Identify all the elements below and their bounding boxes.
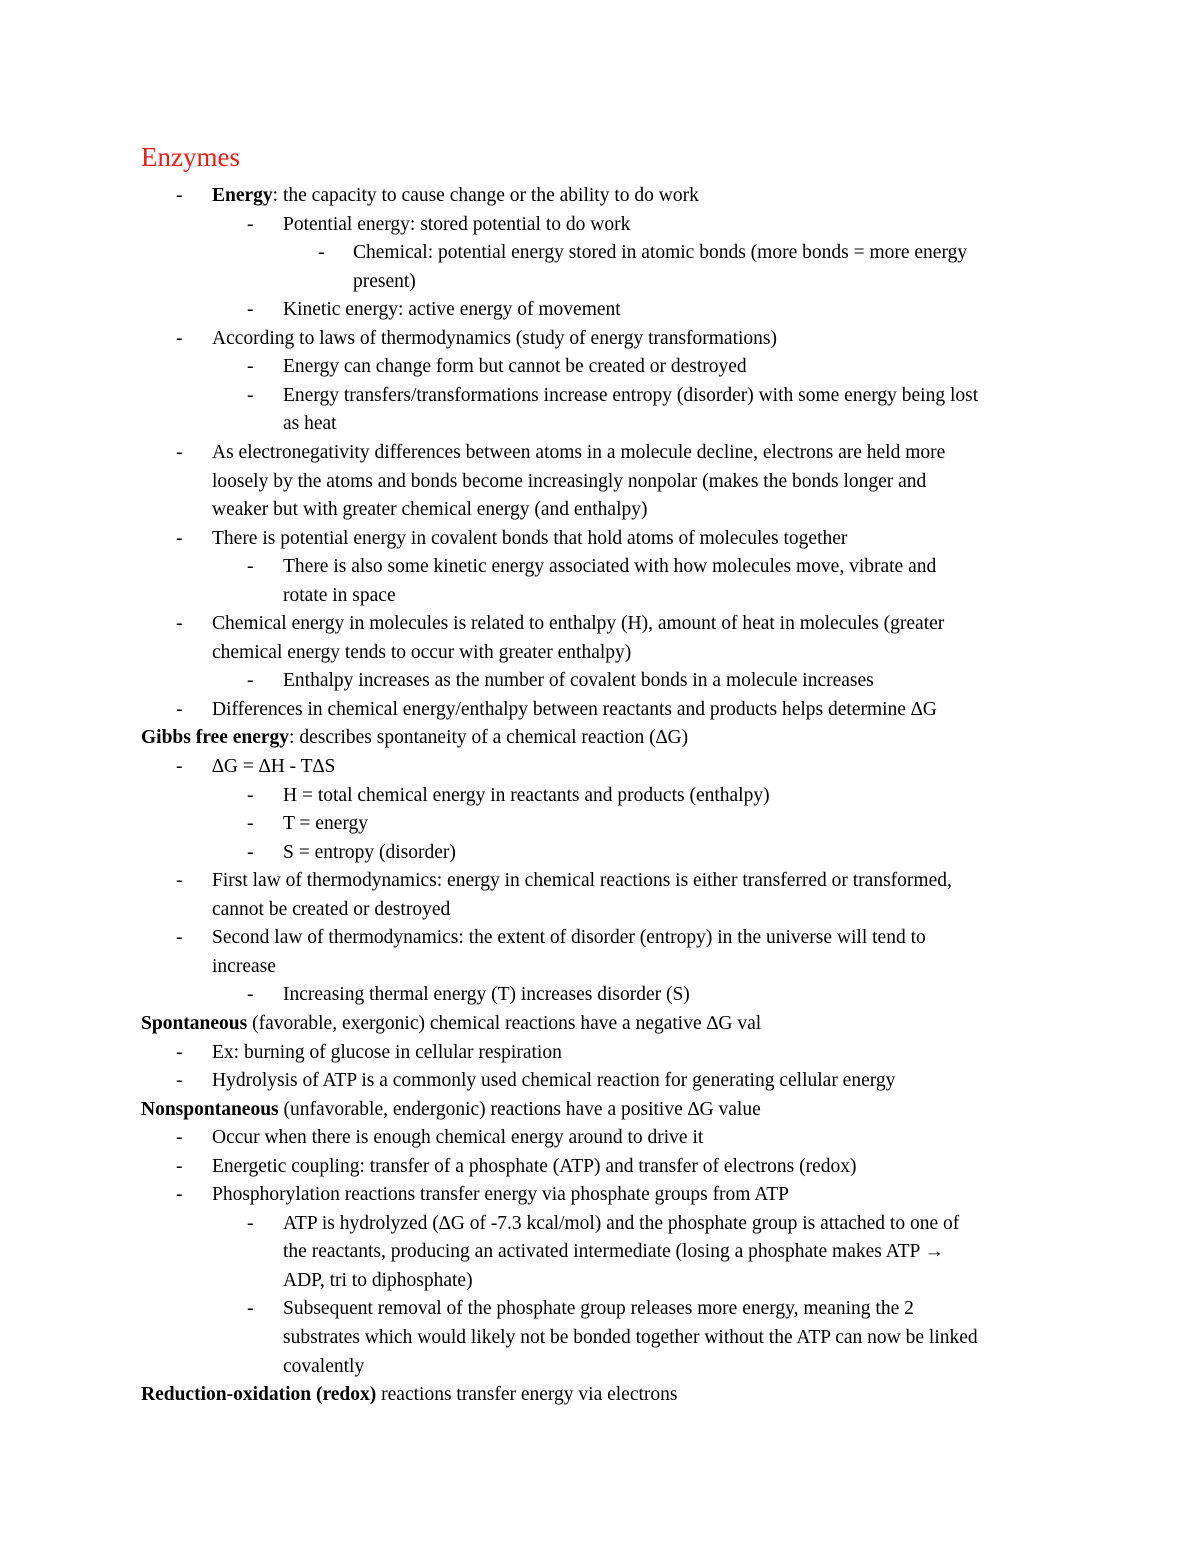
list-item: [212, 610, 944, 638]
list-item: [212, 696, 937, 724]
item-text: There is also some kinetic energy associated with how molecules move, vibrate and: [283, 556, 937, 578]
item-text: ∆G = ∆H - T∆S: [212, 756, 336, 777]
list-item: [283, 810, 368, 838]
item-text: ATP is hydrolyzed (∆G of -7.3 kcal/mol) and the phosphate group is attached to one of: [283, 1212, 960, 1234]
bullet-dash: -: [176, 1155, 183, 1177]
item-text: Subsequent removal of the phosphate group releases more energy, meaning the 2: [283, 1298, 914, 1320]
list-item: [283, 667, 874, 695]
list-item-continuation: as heat: [283, 413, 337, 435]
list-item-continuation: covalently: [283, 1355, 365, 1377]
list-item-continuation: ADP, tri to diphosphate): [283, 1269, 473, 1291]
item-text: (favorable, exergonic) chemical reactions have a negative ∆G val: [247, 1012, 762, 1034]
list-item-continuation: loosely by the atoms and bonds become increasingly nonpolar (makes the bonds longer and: [212, 470, 927, 492]
section-heading: [141, 1010, 761, 1038]
list-item: [212, 1153, 857, 1181]
item-text: Chemical energy in molecules is related to enthalpy (H), amount of heat in molecules (greater: [212, 613, 945, 635]
bullet-dash: -: [247, 356, 254, 378]
bullet-dash: -: [247, 1212, 254, 1234]
bullet-dash: -: [247, 670, 254, 692]
bullet-dash: -: [176, 927, 183, 949]
bullet-dash: -: [176, 613, 183, 635]
bullet-dash: -: [176, 1070, 183, 1092]
item-text: Second law of thermodynamics: the extent of disorder (entropy) in the universe will tend to: [212, 927, 926, 949]
bullet-dash: -: [247, 384, 254, 406]
bullet-dash: -: [176, 185, 183, 206]
list-item-continuation: substrates which would likely not be bonded together without the ATP can now be linked: [283, 1327, 978, 1348]
bullet-dash: -: [176, 870, 183, 892]
section-heading: [141, 724, 688, 752]
item-text: S = entropy (disorder): [283, 841, 456, 863]
bullet-dash: -: [318, 242, 325, 264]
bullet-dash: -: [176, 698, 183, 720]
item-text: (unfavorable, endergonic) reactions have a positive ∆G value: [278, 1098, 761, 1120]
list-item: [212, 753, 335, 781]
list-item: [283, 782, 770, 810]
list-item: [212, 1067, 895, 1095]
bullet-dash: -: [247, 556, 254, 578]
item-text: T = energy: [283, 813, 369, 835]
item-text: : describes spontaneity of a chemical reaction (∆G): [289, 727, 689, 749]
list-item: [283, 981, 690, 1009]
list-item: [212, 1124, 703, 1152]
list-item-continuation: rotate in space: [283, 584, 396, 606]
item-text: Enthalpy increases as the number of covalent bonds in a molecule increases: [283, 670, 874, 692]
list-item-continuation: present): [353, 270, 416, 292]
item-text: Energy transfers/transformations increase entropy (disorder) with some energy being lost: [283, 384, 979, 406]
bullet-dash: -: [247, 299, 254, 321]
list-item-continuation: cannot be created or destroyed: [212, 898, 451, 920]
list-item: [212, 1181, 789, 1209]
list-item: [212, 325, 777, 353]
bullet-dash: -: [247, 813, 254, 835]
bullet-dash: -: [247, 213, 254, 235]
section-heading: [141, 1381, 678, 1409]
list-item: [283, 1295, 914, 1323]
bullet-dash: -: [176, 1041, 183, 1063]
bold-term: Gibbs free energy: [141, 727, 290, 749]
bold-term: Nonspontaneous: [141, 1098, 279, 1120]
item-text: Energy can change form but cannot be created or destroyed: [283, 356, 747, 378]
item-text: According to laws of thermodynamics (study of energy transformations): [212, 327, 778, 349]
bold-term: Spontaneous: [141, 1012, 248, 1034]
list-item: [212, 182, 699, 210]
list-item: [212, 867, 952, 895]
bold-term: Energy: [212, 185, 273, 206]
list-item: [283, 839, 456, 867]
bullet-dash: -: [247, 984, 254, 1006]
item-text: H = total chemical energy in reactants and products (enthalpy): [283, 784, 770, 806]
list-item: [212, 439, 945, 467]
section-heading: [141, 1096, 761, 1124]
item-text: Increasing thermal energy (T) increases disorder (S): [283, 984, 690, 1006]
list-item: [283, 211, 630, 239]
item-text: As electronegativity differences between atoms in a molecule decline, electrons are held more: [212, 441, 946, 463]
bullet-dash: -: [247, 1298, 254, 1320]
bullet-dash: -: [176, 527, 183, 549]
item-text: Chemical: potential energy stored in atomic bonds (more bonds = more energy: [353, 242, 968, 264]
bullet-dash: -: [176, 756, 183, 777]
item-text: Energetic coupling: transfer of a phosphate (ATP) and transfer of electrons (redox): [212, 1155, 857, 1177]
list-item: [283, 1210, 959, 1238]
bullet-dash: -: [176, 1184, 183, 1206]
list-item-continuation: chemical energy tends to occur with greater enthalpy): [212, 641, 632, 663]
bullet-dash: -: [176, 1127, 183, 1149]
item-text: Kinetic energy: active energy of movement: [283, 299, 621, 321]
bullet-dash: -: [176, 441, 183, 463]
item-text: reactions transfer energy via electrons: [376, 1384, 678, 1406]
list-item: [212, 525, 847, 553]
item-text: Differences in chemical energy/enthalpy between reactants and products helps determine ∆G: [212, 698, 937, 720]
list-item: [212, 1039, 562, 1067]
item-text: There is potential energy in covalent bonds that hold atoms of molecules together: [212, 527, 848, 549]
item-text: Occur when there is enough chemical energy around to drive it: [212, 1127, 704, 1149]
item-text: Hydrolysis of ATP is a commonly used chemical reaction for generating cellular energy: [212, 1070, 896, 1092]
item-text: Phosphorylation reactions transfer energy via phosphate groups from ATP: [212, 1184, 789, 1206]
list-item-continuation: weaker but with greater chemical energy (and enthalpy): [212, 499, 648, 521]
list-item-continuation: the reactants, producing an activated intermediate (losing a phosphate makes ATP →: [283, 1241, 944, 1263]
list-item: [283, 296, 621, 324]
list-item: [212, 924, 926, 952]
list-item: [283, 353, 747, 381]
bullet-dash: -: [176, 327, 183, 349]
item-text: Potential energy: stored potential to do work: [283, 213, 631, 235]
bullet-dash: -: [247, 841, 254, 863]
item-text: Ex: burning of glucose in cellular respiration: [212, 1041, 562, 1063]
list-item: [283, 553, 936, 581]
list-item-continuation: increase: [212, 955, 276, 977]
document-title: Enzymes: [141, 142, 240, 172]
item-text: First law of thermodynamics: energy in chemical reactions is either transferred or transformed,: [212, 870, 952, 892]
bullet-dash: -: [247, 784, 254, 806]
item-text: : the capacity to cause change or the ability to do work: [272, 185, 699, 206]
bold-term: Reduction-oxidation (redox): [141, 1384, 377, 1406]
list-item: [283, 382, 978, 410]
list-item: [353, 239, 967, 267]
